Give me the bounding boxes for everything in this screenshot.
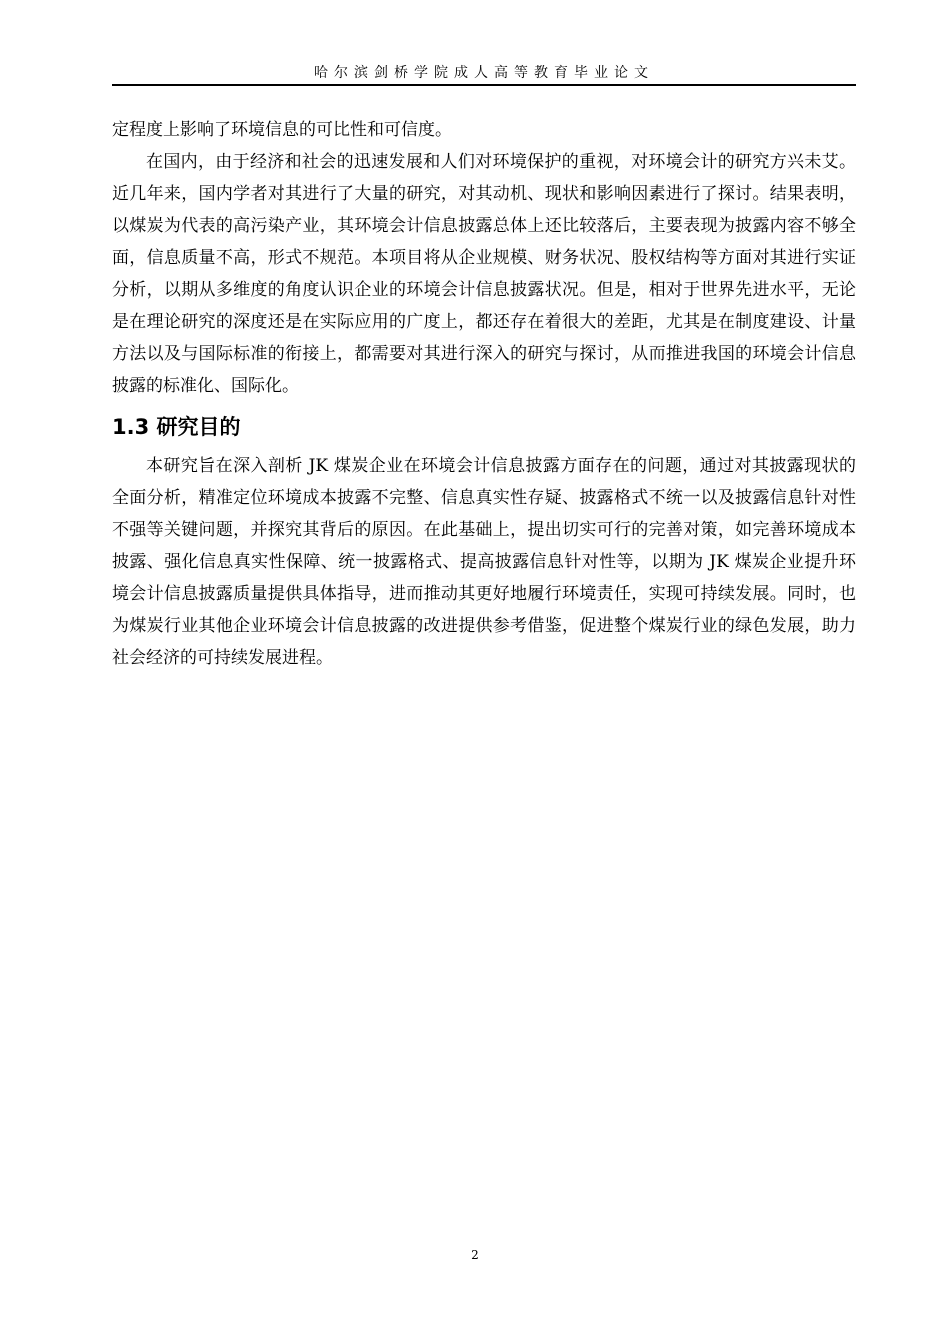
paragraph-research-purpose: 本研究旨在深入剖析 JK 煤炭企业在环境会计信息披露方面存在的问题，通过对其披露现状的全面分析，精准定位环境成本披露不完整、信息真实性存疑、披露格式不统一以及披露信息针对性不强等关键问题，并探究其背后的原因。在此基础上，提出切实可行的完善对策，如完善环境成本披露、强化信息真实性保障、统一披露格式、提高披露信息针对性等，以期为 JK 煤炭企业提升环境会计信息披露质量提供具体指导，进而推动其更好地履行环境责任，实现可持续发展。同时，也为煤炭行业其他企业环境会计信息披露的改进提供参考借鉴，促进整个煤炭行业的绿色发展，助力社会经济的可持续发展进程。 [112, 456, 856, 668]
section-heading: 1.3 研究目的 [112, 415, 241, 439]
paragraph-domestic-research: 在国内，由于经济和社会的迅速发展和人们对环境保护的重视，对环境会计的研究方兴未艾。近几年来，国内学者对其进行了大量的研究，对其动机、现状和影响因素进行了探讨。结果表明，以煤炭为代表的高污染产业，其环境会计信息披露总体上还比较落后，主要表现为披露内容不够全面，信息质量不高，形式不规范。本项目将从企业规模、财务状况、股权结构等方面对其进行实证分析，以期从多维度的角度认识企业的环境会计信息披露状况。但是，相对于世界先进水平，无论是在理论研究的深度还是在实际应用的广度上，都还存在着很大的差距，尤其是在制度建设、计量方法以及与国际标准的衔接上，都需要对其进行深入的研究与探讨，从而推进我国的环境会计信息披露的标准化、国际化。 [112, 152, 856, 396]
header-divider [112, 84, 856, 86]
paragraph-continuation: 定程度上影响了环境信息的可比性和可信度。 [112, 120, 452, 140]
page-number: 2 [471, 1248, 479, 1262]
document-body [112, 114, 856, 674]
page-header-title: 哈尔滨剑桥学院成人高等教育毕业论文 [314, 65, 654, 81]
